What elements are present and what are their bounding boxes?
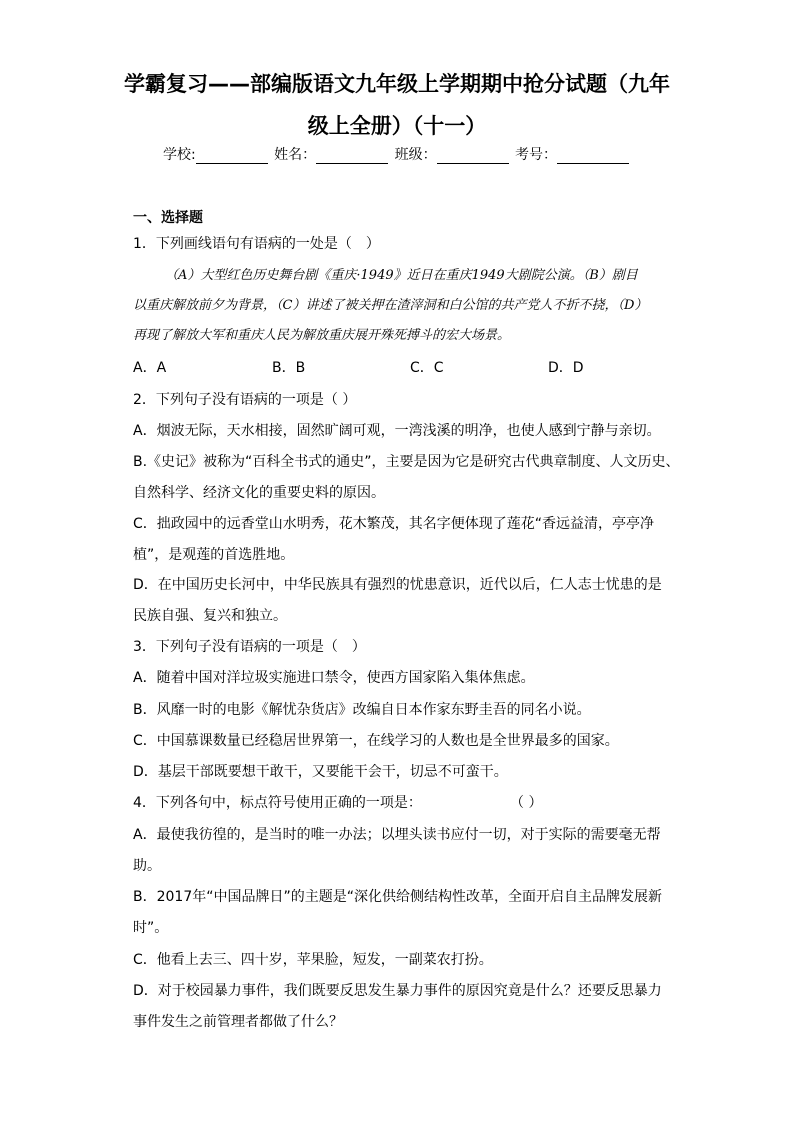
q4-answer-paren: （ ）	[510, 795, 543, 811]
document-title-line1: 学霸复习——部编版语文九年级上学期期中抢分试题（九年	[124, 72, 670, 96]
q1-passage-line: 以重庆解放前夕为背景，（C）讲述了被关押在渣滓洞和白公馆的共产党人不折不挠，（D）	[133, 298, 648, 313]
q3-stem: 3．下列句子没有语病的一项是（ ）	[133, 639, 366, 655]
q4-option-b[interactable]: B．2017年“中国品牌日”的主题是“深化供给侧结构性改革，全面开启自主品牌发展新	[133, 889, 662, 905]
name-label: 姓名：	[274, 147, 317, 163]
section-heading: 一、选择题	[133, 210, 203, 226]
q4-stem: 4．下列各句中，标点符号使用正确的一项是：	[133, 795, 422, 811]
q1-option-b[interactable]: B．B	[272, 360, 306, 376]
q3-option-d[interactable]: D．基层干部既要想干敢干，又要能干会干，切忌不可蛮干。	[133, 764, 508, 780]
name-blank[interactable]	[316, 148, 388, 164]
student-info-row	[0, 144, 794, 164]
class-label: 班级：	[394, 147, 437, 163]
q2-stem: 2．下列句子没有语病的一项是（ ）	[133, 392, 357, 408]
q4-option-d[interactable]: D．对于校园暴力事件，我们既要反思发生暴力事件的原因究竟是什么？还要反思暴力	[133, 983, 662, 999]
q2-option-b-cont: 自然科学、经济文化的重要史料的原因。	[133, 485, 385, 501]
q1-stem: 1．下列画线语句有语病的一处是（ ）	[133, 236, 380, 252]
class-blank[interactable]	[437, 148, 509, 164]
q1-option-a[interactable]: A．A	[133, 360, 167, 376]
q1-option-c[interactable]: C．C	[410, 360, 444, 376]
q2-option-a[interactable]: A．烟波无际，天水相接，固然旷阔可观，一湾浅溪的明净，也使人感到宁静与亲切。	[133, 423, 661, 439]
number-blank[interactable]	[557, 148, 629, 164]
school-blank[interactable]	[196, 148, 268, 164]
q2-option-d[interactable]: D．在中国历史长河中，中华民族具有强烈的忧患意识，近代以后，仁人志士忧患的是	[133, 577, 662, 593]
q2-option-d-cont: 民族自强、复兴和独立。	[133, 608, 287, 624]
q1-passage-line: 再现了解放大军和重庆人民为解放重庆展开殊死搏斗的宏大场景。	[133, 328, 511, 343]
q4-option-a[interactable]: A．最使我彷徨的，是当时的唯一办法；以埋头读书应付一切，对于实际的需要毫无帮	[133, 827, 661, 843]
document-title-line2: 级上全册）（十一）	[307, 114, 487, 138]
number-label: 考号：	[515, 147, 558, 163]
q4-option-a-cont: 助。	[133, 858, 161, 874]
q1-option-d[interactable]: D．D	[548, 360, 584, 376]
q3-option-a[interactable]: A．随着中国对洋垃圾实施进口禁令，使西方国家陷入集体焦虑。	[133, 670, 535, 686]
school-label: 学校:	[162, 147, 196, 163]
q1-passage-line: （A）大型红色历史舞台剧《重庆·1949》近日在重庆1949大剧院公演。（B）剧目	[165, 268, 638, 283]
q4-option-b-cont: 时”。	[133, 920, 169, 936]
q2-option-c-cont: 植”，是观莲的首选胜地。	[133, 547, 295, 563]
q4-option-d-cont: 事件发生之前管理者都做了什么？	[133, 1014, 343, 1030]
q3-option-c[interactable]: C．中国慕课数量已经稳居世界第一，在线学习的人数也是全世界最多的国家。	[133, 733, 619, 749]
q4-option-c[interactable]: C．他看上去三、四十岁，苹果脸，短发，一副菜农打扮。	[133, 952, 493, 968]
q3-option-b[interactable]: B．风靡一时的电影《解忧杂货店》改编自日本作家东野圭吾的同名小说。	[133, 702, 591, 718]
q2-option-c[interactable]: C．拙政园中的远香堂山水明秀，花木繁茂，其名字便体现了莲花“香远益清，亭亭净	[133, 516, 655, 532]
q2-option-b[interactable]: B.《史记》被称为“百科全书式的通史”，主要是因为它是研究古代典章制度、人文历史、	[133, 454, 680, 470]
